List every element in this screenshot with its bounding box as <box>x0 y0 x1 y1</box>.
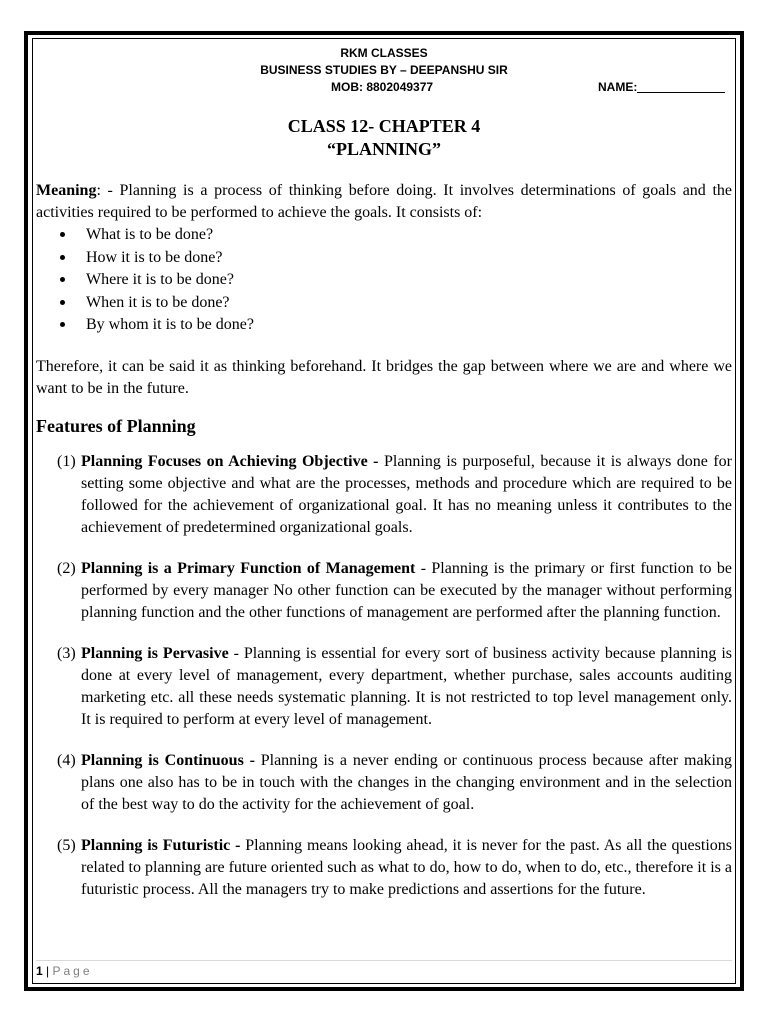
features-heading: Features of Planning <box>36 415 196 436</box>
chapter-title: CLASS 12- CHAPTER 4 <box>287 116 481 136</box>
features-list <box>36 451 732 901</box>
feature-text: - Planning is essential for every sort of business activity because planning is done at every level of management, every department, whether purchase, sales accounts auditing marketing etc. all these needs systematic planning. It is not restricted to top level management only. It is required to perform at every level of management. <box>81 644 733 728</box>
feature-item <box>36 643 732 731</box>
feature-number: (2) <box>57 559 76 577</box>
list-item: What is to be done? <box>36 224 732 247</box>
list-item: By whom it is to be done? <box>36 314 732 337</box>
feature-item <box>36 451 732 539</box>
feature-lead: Planning is Continuous - <box>81 751 261 769</box>
meaning-text: : - Planning is a process of thinking before doing. It involves determinations of goals and the activities required to be performed to achieve the goals. It consists of: <box>36 182 732 221</box>
list-item: When it is to be done? <box>36 292 732 315</box>
topic-title: “PLANNING” <box>326 139 441 159</box>
footer-separator: | <box>42 964 53 978</box>
feature-number: (1) <box>57 452 76 470</box>
footer-page-word: Page <box>52 964 93 978</box>
header-name-field <box>598 80 725 94</box>
header-institute: RKM CLASSES <box>340 46 428 60</box>
name-label: NAME: <box>598 80 638 94</box>
document-body <box>36 180 732 901</box>
feature-text: - Planning is the primary or first function to be performed by every manager No other function can be executed by the manager without performing planning function and the other functions of management are performed after the planning function. <box>81 559 732 621</box>
feature-text: Planning means looking ahead, it is never for the past. As all the questions related to planning are future oriented such as what to do, how to do, when to do, etc., therefore it is a futuristic process. All the managers try to make predictions and assertions for the future. <box>81 836 733 898</box>
feature-text: Planning is a never ending or continuous process because after making plans one also has to be in touch with the changes in the changing environment and in the selection of the best way to do the activity for the achievement of goal. <box>81 751 732 813</box>
list-item: How it is to be done? <box>36 247 732 270</box>
feature-lead: Planning is a Primary Function of Management <box>81 559 416 577</box>
footer-page-number: 1 <box>36 964 43 978</box>
feature-number: (4) <box>57 751 76 769</box>
feature-lead: Planning is Futuristic - <box>81 836 246 854</box>
name-blank-line <box>637 92 725 93</box>
footer-page-label <box>36 964 93 978</box>
meaning-paragraph <box>36 180 732 224</box>
feature-text: Planning is purposeful, because it is always done for setting some objective and what are the processes, methods and procedure which are required to be followed for the achievement of organizational goal. It has no meaning unless it contributes to the achievement of predetermined organizational goals. <box>81 452 732 536</box>
meaning-label: Meaning <box>36 182 97 199</box>
header-mobile: MOB: 8802049377 <box>331 80 434 94</box>
feature-item <box>36 835 732 901</box>
feature-lead: Planning is Pervasive <box>81 644 229 662</box>
feature-number: (5) <box>57 836 76 854</box>
meaning-bullet-list <box>36 224 732 337</box>
header-subject: BUSINESS STUDIES BY – DEEPANSHU SIR <box>260 63 508 77</box>
conclusion-paragraph: Therefore, it can be said it as thinking beforehand. It bridges the gap between where we are and where we want to be in the future. <box>36 357 732 397</box>
list-item: Where it is to be done? <box>36 269 732 292</box>
feature-item <box>36 558 732 624</box>
feature-number: (3) <box>57 644 76 662</box>
page-footer <box>36 960 732 985</box>
feature-lead: Planning Focuses on Achieving Objective - <box>81 452 384 470</box>
feature-item <box>36 750 732 816</box>
